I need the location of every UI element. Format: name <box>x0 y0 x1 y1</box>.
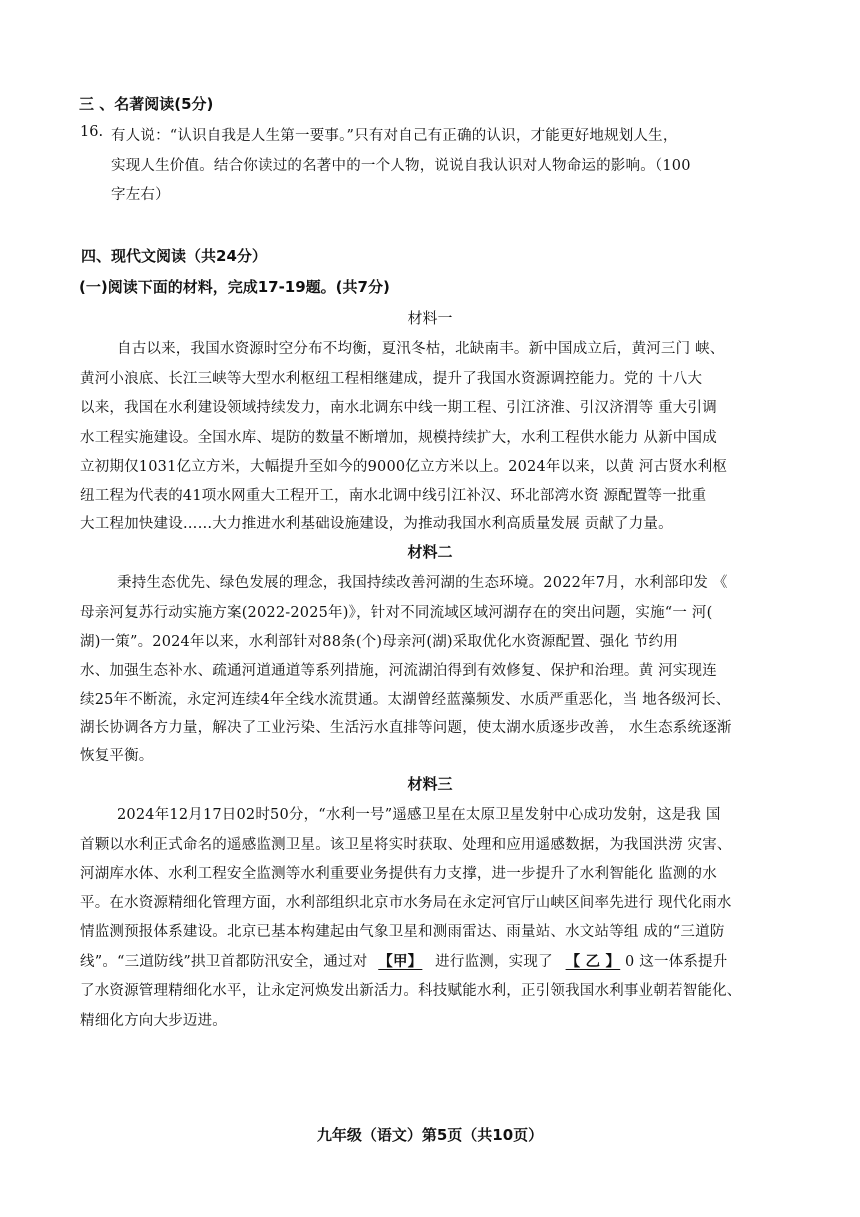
material-1-line-7: 大工程加快建设……大力推进水利基础设施建设，为推动我国水利高质量发展 贡献了力量。 <box>80 516 673 532</box>
material-2-line-4: 水、加强生态补水、疏通河道通道等系列措施，河流湖泊得到有效修复、保护和治理。黄 河实现连 <box>80 663 717 679</box>
material-1-line-1: 自古以来，我国水资源时空分布不均衡，夏汛冬枯，北缺南丰。新中国成立后，黄河三门 峡、 <box>117 341 725 357</box>
material-1-line-6: 纽工程为代表的41项水网重大工程开工，南水北调中线引江补汉、环北部湾水资 源配置等一批重 <box>80 488 707 504</box>
material-3-line-4: 平。在水资源精细化管理方面，水利部组织北京市水务局在永定河官厅山峡区间率先进行 现代化雨水 <box>80 895 732 911</box>
material-3-line-7: 了水资源管理精细化水平，让永定河焕发出新活力。科技赋能水利，正引领我国水利事业朝若智能化、 <box>80 983 742 999</box>
material-3-line-8: 精细化方向大步迈进。 <box>80 1013 227 1029</box>
page-footer: 九年级（语文）第5页（共10页） <box>316 1126 544 1144</box>
question-16-number: 16. <box>80 124 104 140</box>
material-3-line-6 <box>80 950 727 971</box>
question-16-line-2: 实现人生价值。结合你读过的名著中的一个人物，说说自我认识对人物命运的影响。（100 <box>111 158 691 174</box>
material-3-line-6-part-b: 进行监测，实现了 <box>435 954 553 970</box>
material-3-line-2: 首颗以水利正式命名的遥感监测卫星。该卫星将实时获取、处理和应用遥感数据，为我国洪涝 灾害、 <box>80 837 732 853</box>
blank-jia: 【甲】 <box>378 953 423 970</box>
section4-heading: 四、现代文阅读（共24分） <box>81 247 267 265</box>
material-2-line-2: 母亲河复苏行动实施方案(2022-2025年)》，针对不同流域区域河湖存在的突出问题，实施“一 河( <box>80 605 713 621</box>
material-2-line-6: 湖长协调各方力量，解决了工业污染、生活污水直排等问题，使太湖水质逐步改善， 水生态系统逐渐 <box>80 720 732 736</box>
material-1-line-3: 以来，我国在水利建设领域持续发力，南水北调东中线一期工程、引江济淮、引汉济渭等 重大引调 <box>80 400 717 416</box>
question-16-line-3: 字左右） <box>111 187 170 203</box>
material-3-line-5: 情监测预报体系建设。北京已基本构建起由气象卫星和测雨雷达、雨量站、水文站等组 成的“三道防 <box>80 924 725 940</box>
material-3-line-6-part-a: 线”。“三道防线”拱卫首都防汛安全，通过对 <box>80 954 368 970</box>
section4-sub-heading: (一)阅读下面的材料，完成17-19题。(共7分) <box>79 278 390 296</box>
material-2-title: 材料二 <box>407 543 453 561</box>
material-1-title: 材料一 <box>407 309 453 327</box>
material-1-line-2: 黄河小浪底、长江三峡等大型水利枢纽工程相继建成，提升了我国水资源调控能力。党的 十八大 <box>80 371 703 387</box>
material-2-line-1: 秉持生态优先、绿色发展的理念，我国持续改善河湖的生态环境。2022年7月，水利部印发 《 <box>117 575 728 591</box>
material-3-title: 材料三 <box>407 775 453 793</box>
material-2-line-3: 湖)一策”。2024年以来，水利部针对88条(个)母亲河(湖)采取优化水资源配置、强化 节约用 <box>80 634 679 650</box>
material-3-line-6-part-c: 0 这一体系提升 <box>625 954 728 970</box>
material-3-line-1: 2024年12月17日02时50分，“水利一号”遥感卫星在太原卫星发射中心成功发射，这是我 国 <box>117 807 721 823</box>
blank-yi: 【 乙 】 <box>565 953 621 970</box>
material-3-line-3: 河湖库水体、水利工程安全监测等水利重要业务提供有力支撑，进一步提升了水利智能化 监测的水 <box>80 866 717 882</box>
material-1-line-5: 立初期仅1031亿立方米，大幅提升至如今的9000亿立方米以上。2024年以来，以黄 河古贤水利枢 <box>80 459 728 475</box>
material-2-line-7: 恢复平衡。 <box>80 748 154 764</box>
question-16-line-1: 有人说：“认识自我是人生第一要事。”只有对自己有正确的认识，才能更好地规划人生， <box>111 128 678 144</box>
section3-heading: 三 、名著阅读(5分) <box>79 95 214 113</box>
material-2-line-5: 续25年不断流，永定河连续4年全线水流贯通。太湖曾经蓝藻频发、水质严重恶化，当 地各级河长、 <box>80 692 731 708</box>
material-1-line-4: 水工程实施建设。全国水库、堤防的数量不断增加，规模持续扩大，水利工程供水能力 从新中国成 <box>80 430 717 446</box>
